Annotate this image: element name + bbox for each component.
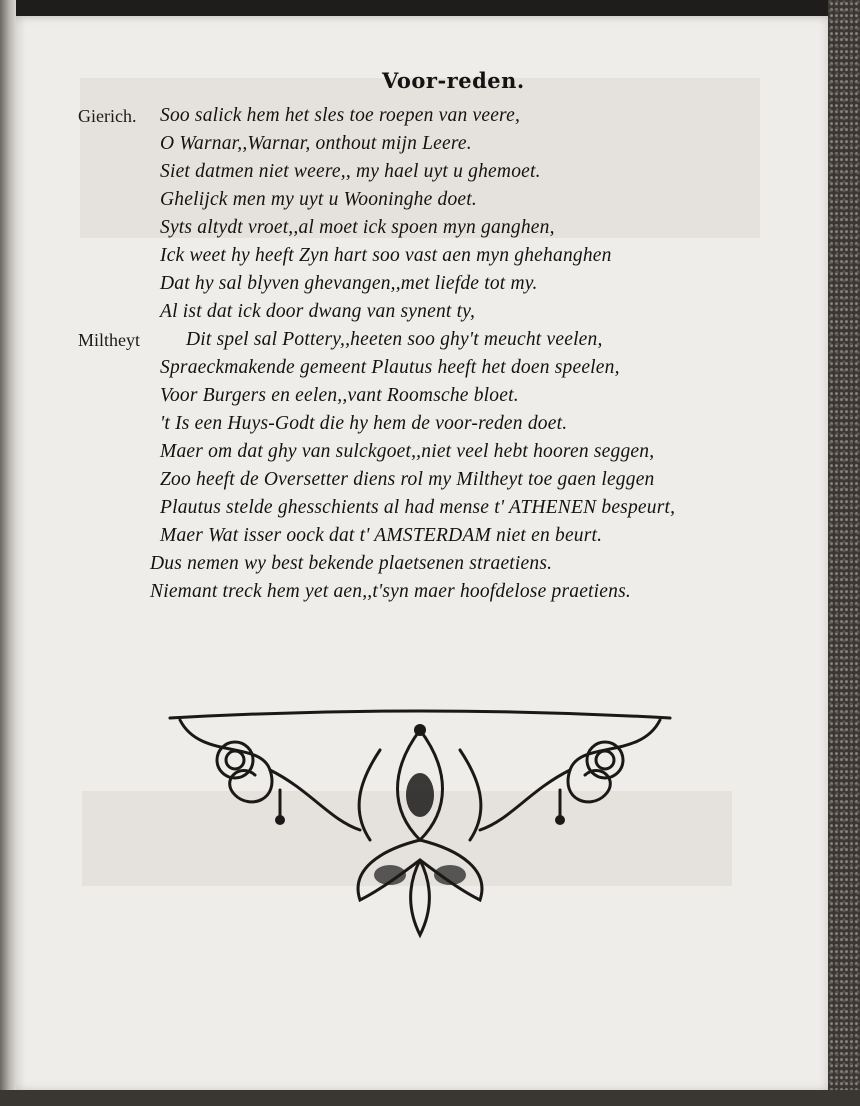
verse-line: Soo salick hem het sles toe roepen van veere,	[160, 105, 521, 126]
verse-line: Syts altydt vroet,,al moet ick spoen myn ganghen,	[160, 217, 555, 238]
verse-line: Zoo heeft de Oversetter diens rol my Miltheyt toe gaen leggen	[160, 469, 655, 490]
verse-line: Ick weet hy heeft Zyn hart soo vast aen myn ghehanghen	[160, 245, 612, 266]
bottom-edge	[0, 1090, 860, 1106]
verse-line: O Warnar,,Warnar, onthout mijn Leere.	[160, 133, 472, 154]
verse-line: Spraeckmakende gemeent Plautus heeft het doen speelen,	[160, 357, 620, 378]
verse-line: Ghelijck men my uyt u Wooninghe doet.	[160, 189, 477, 210]
running-head: Voor-reden.	[382, 68, 525, 93]
verse-line: Dit spel sal Pottery,,heeten soo ghy't meucht veelen,	[186, 329, 603, 350]
verse-line: Siet datmen niet weere,, my hael uyt u ghemoet.	[160, 161, 541, 182]
verse-line: Niemant treck hem yet aen,,t'syn maer hoofdelose praetiens.	[150, 581, 631, 602]
speaker-miltheyt: Miltheyt	[78, 330, 140, 350]
verse-line: Plautus stelde ghesschients al had mense t' ATHENEN bespeurt,	[160, 497, 676, 518]
verse-line: Dus nemen wy best bekende plaetsenen straetiens.	[150, 553, 553, 574]
verse-line: Dat hy sal blyven ghevangen,,met liefde tot my.	[160, 273, 538, 294]
verse-line: Maer Wat isser oock dat t' AMSTERDAM niet en beurt.	[160, 525, 603, 546]
verse-line: Maer om dat ghy van sulckgoet,,niet veel hebt hooren seggen,	[160, 441, 655, 462]
verse-line: 't Is een Huys-Godt die hy hem de voor-reden doet.	[160, 413, 568, 434]
fleuron-icon	[160, 700, 680, 950]
verse-line: Voor Burgers en eelen,,vant Roomsche bloet.	[160, 385, 519, 406]
book-spine	[0, 0, 16, 1106]
speaker-gierich: Gierich.	[78, 106, 137, 126]
bleed-through-band	[80, 78, 760, 238]
cover-board	[828, 0, 860, 1106]
verse-line: Al ist dat ick door dwang van synent ty,	[160, 301, 476, 322]
